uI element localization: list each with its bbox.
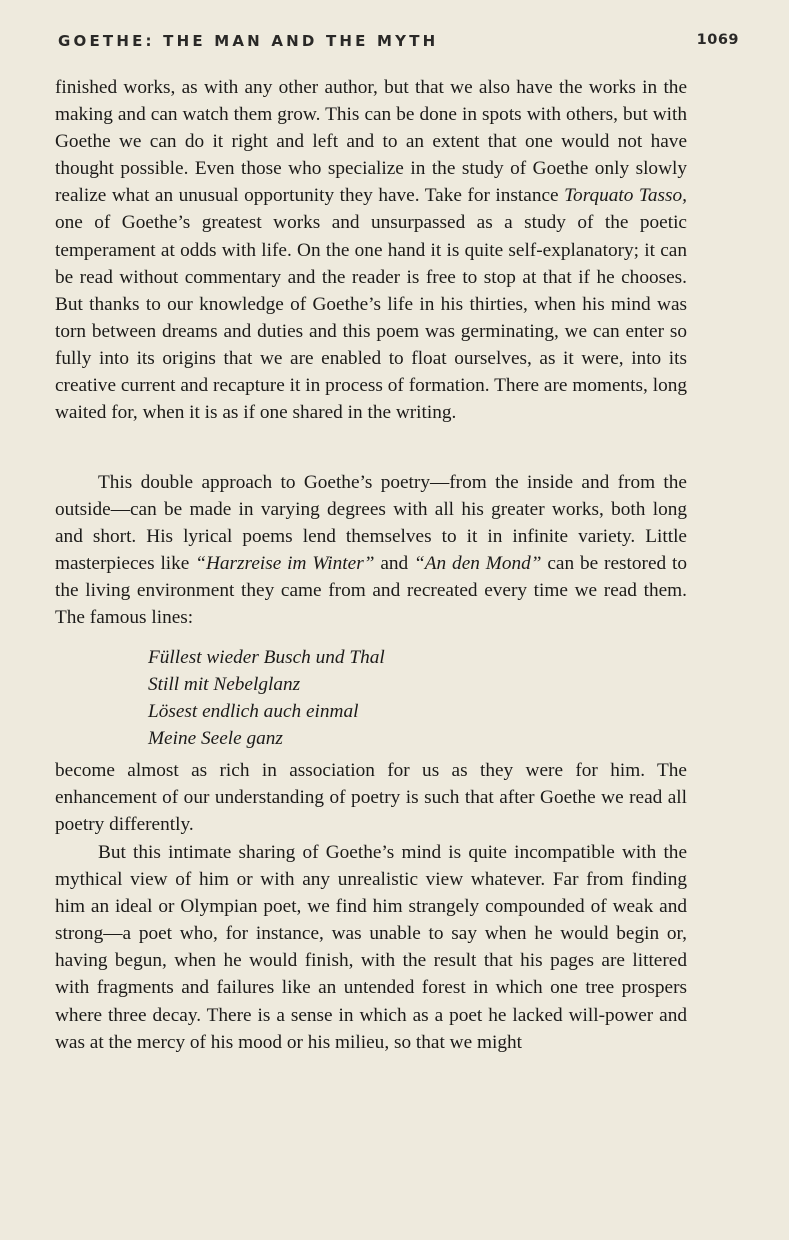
verse-quotation bbox=[148, 644, 385, 752]
running-head: GOETHE: THE MAN AND THE MYTH bbox=[58, 32, 439, 50]
paragraph-3 bbox=[55, 757, 687, 838]
paragraph-text: can be restored to the living environment they came from and recreated every time we read them. The famous lines: bbox=[55, 553, 688, 629]
paragraph-text: This double approach to Goethe’s poetry—from the inside and from the outside—can be made in varying degrees with all his greater works, both long and short. His lyrical poems lend themselves to it in infinite variety. Little masterpieces like bbox=[55, 472, 687, 575]
paragraph-2 bbox=[55, 469, 687, 632]
paragraph-text: one of Goethe’s greatest works and unsurpassed as a study of the poetic temperament at odds with life. On the one hand it is quite self-explanatory; it can be read without commentary and the reader is free to stop at that if he chooses. But thanks to our knowledge of Goethe’s life in his thirties, when his mind was torn between dreams and duties and this poem was germinating, we can enter so fully into its origins that we are enabled to float ourselves, as it were, into its creative current and recapture it in process of formation. There are moments, long waited for, when it is as if one shared in the writing. bbox=[55, 212, 687, 424]
verse-line: Meine Seele ganz bbox=[148, 728, 283, 749]
paragraph-text: But this intimate sharing of Goethe’s mind is quite incompatible with the mythical view of him or with any unrealistic view whatever. Far from finding him an ideal or Olympian poet, we find him strangely compounded of weak and strong—a poet who, for instance, was unable to say when he would begin or, having begun, when he would finish, with the result that his pages are littered with fragments and failures like an untended forest in which one tree prospers where three decay. There is a sense in which as a poet he lacked will-power and was at the mercy of his mood or his milieu, so that we might bbox=[55, 842, 687, 1053]
paragraph-1 bbox=[55, 74, 687, 426]
work-title-harzreise: “Harzreise im Winter” bbox=[195, 553, 375, 575]
page-number: 1069 bbox=[696, 32, 739, 48]
paragraph-text: become almost as rich in association for us as they were for him. The enhancement of our understanding of poetry is such that after Goethe we read all poetry differently. bbox=[55, 760, 687, 836]
verse-line: Still mit Nebelglanz bbox=[148, 674, 301, 695]
work-title-torquato-tasso: Torquato Tasso, bbox=[564, 185, 687, 207]
verse-line: Füllest wieder Busch und Thal bbox=[148, 647, 385, 668]
paragraph-text: and bbox=[374, 553, 415, 575]
work-title-an-den-mond: “An den Mond” bbox=[414, 553, 542, 575]
verse-line: Lösest endlich auch einmal bbox=[148, 701, 359, 722]
paragraph-4 bbox=[55, 839, 687, 1056]
paragraph-text: finished works, as with any other author, but that we also have the works in the making and can watch them grow. This can be done in spots with others, but with Goethe we can do it right and left and to an extent that one would not have thought possible. Even those who specialize in the study of Goethe only slowly realize what an unusual opportunity they have. Take for instance bbox=[55, 77, 687, 207]
